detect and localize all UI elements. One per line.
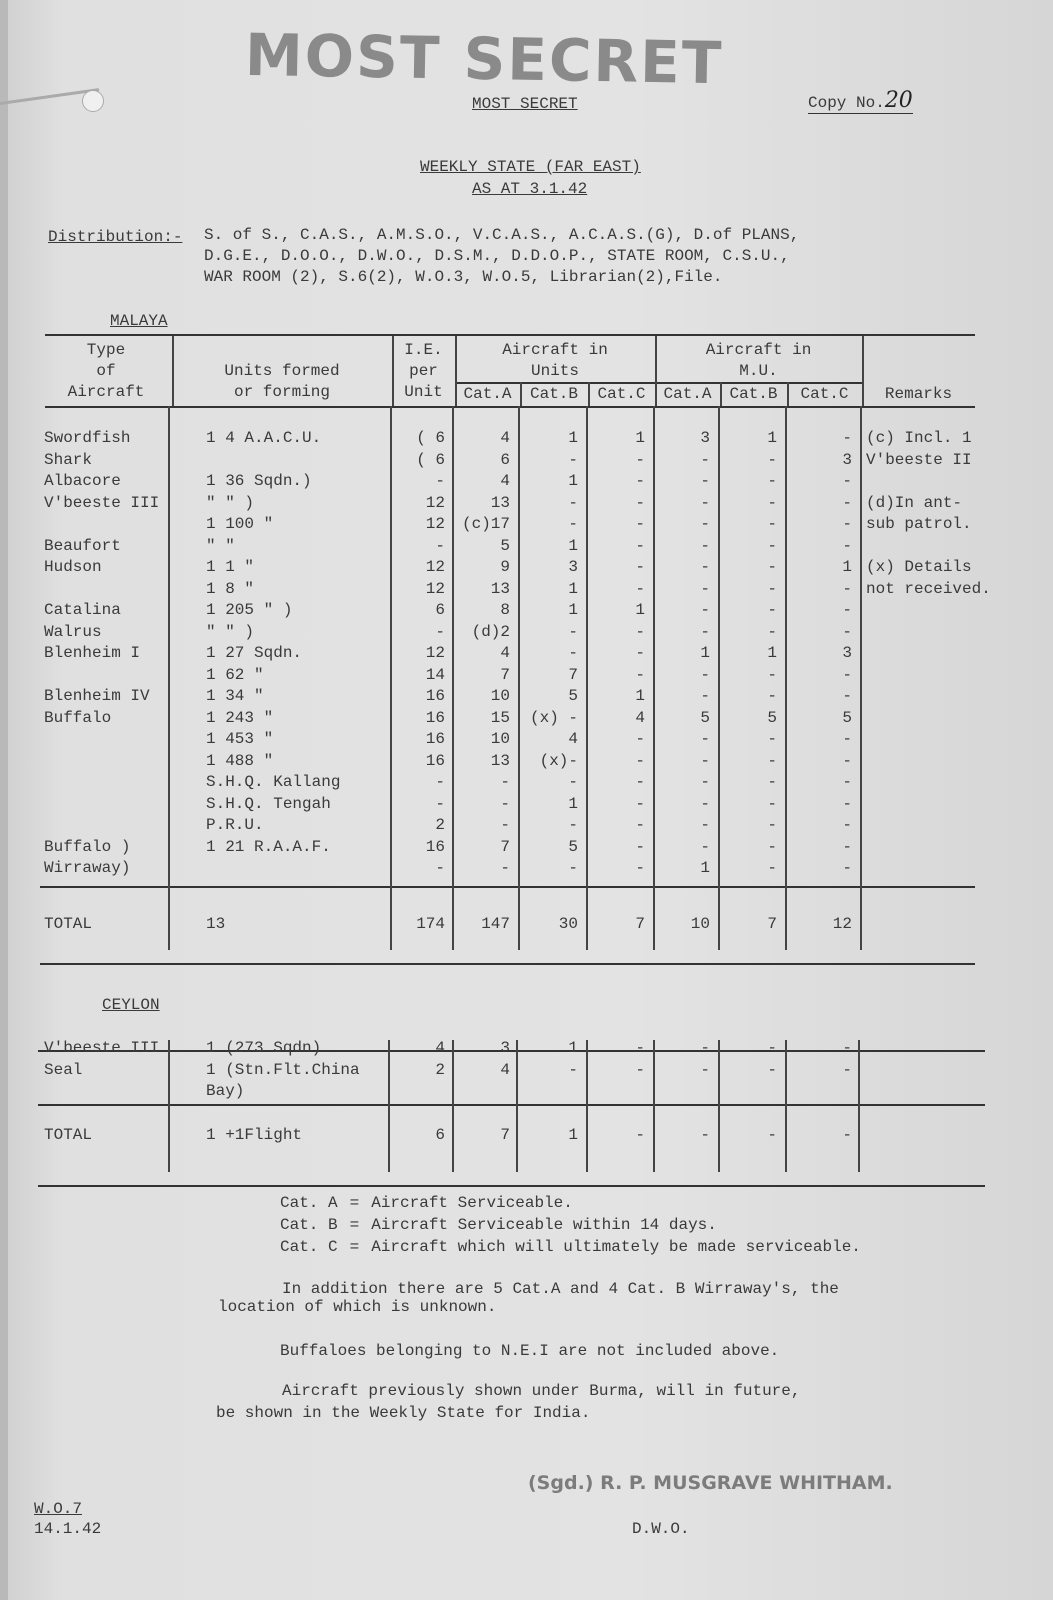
table-rule <box>38 1185 985 1187</box>
malaya-row-unit: 1 243 " <box>206 708 274 727</box>
malaya-row-value: - <box>435 536 445 555</box>
ceylon-total-value: - <box>842 1126 852 1144</box>
malaya-row-value: 8 <box>500 601 510 619</box>
malaya-row-type: Blenheim I <box>44 644 141 662</box>
ceylon-total-value: - <box>767 1126 777 1144</box>
malaya-row-value: - <box>635 665 645 684</box>
note-wirraway-cont: location of which is unknown. <box>218 1298 497 1316</box>
ceylon-total-unit: 1 +1Flight <box>206 1126 303 1144</box>
malaya-row-value: 4 <box>500 472 510 490</box>
malaya-row-value: 15 <box>490 708 510 727</box>
malaya-row-value: 4 <box>500 429 510 447</box>
ceylon-row-value: 3 <box>500 1039 510 1057</box>
malaya-row-value: - <box>635 751 645 770</box>
reference: W.O.7 <box>34 1500 83 1518</box>
table-column-rule <box>388 1040 390 1172</box>
table-rule <box>40 886 975 888</box>
malaya-row-value: - <box>500 816 510 834</box>
malaya-row-unit: S.H.Q. Tengah <box>206 794 331 813</box>
malaya-row-value: - <box>435 472 445 490</box>
distribution-list <box>204 225 799 288</box>
malaya-row-value: - <box>700 837 710 856</box>
copy-label: Copy No. <box>808 94 885 112</box>
malaya-row-value: 7 <box>568 665 578 684</box>
column-header-cat-a: Cat.A <box>663 385 712 403</box>
column-header-cat-c: Cat.C <box>597 385 646 403</box>
ceylon-row-type: V'beeste III <box>44 1039 160 1057</box>
malaya-row-value: 1 <box>635 687 645 705</box>
ceylon-row-value: 4 <box>435 1039 445 1057</box>
malaya-row-value: - <box>435 794 445 813</box>
column-header-type: Type <box>86 341 126 359</box>
note-wirraway: In addition there are 5 Cat.A and 4 Cat. B Wirraway's, the <box>282 1280 839 1298</box>
table-column-rule <box>168 1040 170 1172</box>
remark-note: (x) Details <box>866 558 972 576</box>
malaya-row-value: - <box>700 816 710 834</box>
distribution-line: S. of S., C.A.S., A.M.S.O., V.C.A.S., A.C.A.S.(G), D.of PLANS, <box>204 226 800 244</box>
remark-note: sub patrol. <box>866 515 972 533</box>
malaya-row-value: 1 <box>700 644 710 662</box>
malaya-total-value: 12 <box>832 915 852 933</box>
malaya-row-value: - <box>700 472 710 490</box>
distribution-line: D.G.E., D.O.O., D.W.O., D.S.M., D.D.O.P., STATE ROOM, C.S.U., <box>204 247 790 265</box>
column-header-aircraft-in-units: Units <box>530 362 579 380</box>
most-secret-stamp: MOST SECRET <box>244 20 724 98</box>
malaya-row-value: - <box>700 493 710 512</box>
table-column-rule <box>390 406 392 950</box>
malaya-row-value: - <box>767 816 777 834</box>
malaya-row-value: - <box>767 665 777 684</box>
malaya-row-unit: " " ) <box>206 622 255 641</box>
signature: (Sgd.) R. P. MUSGRAVE WHITHAM. <box>528 1472 893 1494</box>
legend-eq: = <box>349 1194 360 1212</box>
malaya-row-value: - <box>435 773 445 791</box>
malaya-total-type: TOTAL <box>44 915 93 933</box>
malaya-row-value: - <box>842 536 852 555</box>
malaya-row-value: 5 <box>842 708 852 727</box>
malaya-row-value: - <box>700 536 710 555</box>
malaya-row-unit: P.R.U. <box>206 816 264 834</box>
malaya-row-value: 1 <box>767 429 777 447</box>
malaya-row-value: - <box>767 859 777 877</box>
column-header-ie: I.E. <box>404 341 443 359</box>
malaya-row-type: V'beeste III <box>44 493 160 512</box>
column-header-units: or forming <box>233 383 330 401</box>
malaya-row-value: 13 <box>490 579 510 598</box>
malaya-row-type: Catalina <box>44 601 121 619</box>
malaya-row-value: - <box>435 622 445 641</box>
malaya-row-value: 16 <box>425 687 445 705</box>
table-column-rule <box>518 406 520 950</box>
signatory-position: D.W.O. <box>632 1520 690 1538</box>
malaya-row-value: - <box>842 665 852 684</box>
copy-number <box>808 88 913 114</box>
malaya-row-value: 12 <box>425 515 445 533</box>
ceylon-row-value: - <box>767 1060 777 1079</box>
legend-key: Cat. B <box>280 1216 338 1234</box>
malaya-row-value: - <box>635 579 645 598</box>
malaya-row-type: Beaufort <box>44 536 121 555</box>
malaya-row-value: - <box>435 859 445 877</box>
malaya-row-value: (x) - <box>529 708 578 727</box>
malaya-row-value: - <box>767 493 777 512</box>
malaya-row-value: - <box>700 687 710 705</box>
malaya-row-value: 10 <box>490 730 510 748</box>
malaya-row-type: Wirraway) <box>44 859 131 877</box>
section-heading-ceylon: CEYLON <box>102 996 160 1014</box>
malaya-row-value: - <box>635 730 645 748</box>
ceylon-row-value: 4 <box>500 1060 510 1079</box>
table-column-rule <box>718 406 720 950</box>
malaya-row-value: ( 6 <box>416 429 445 447</box>
malaya-row-value: 1 <box>568 472 578 490</box>
table-rule <box>45 334 975 336</box>
malaya-row-value: 1 <box>767 644 777 662</box>
malaya-row-type: Buffalo <box>44 708 112 727</box>
malaya-row-value: 12 <box>425 493 445 512</box>
column-header-aircraft-in-units: Aircraft in <box>502 341 608 359</box>
legend-eq: = <box>349 1238 360 1256</box>
malaya-row-value: 4 <box>568 730 578 748</box>
malaya-row-value: - <box>842 816 852 834</box>
ceylon-total-value: 6 <box>435 1126 445 1144</box>
malaya-row-value: 1 <box>568 536 578 555</box>
malaya-row-value: - <box>767 622 777 641</box>
malaya-row-value: - <box>635 816 645 834</box>
malaya-row-value: - <box>635 859 645 877</box>
malaya-row-value: 12 <box>425 579 445 598</box>
document-date: AS AT 3.1.42 <box>472 180 588 198</box>
malaya-row-type: Walrus <box>44 622 102 641</box>
ceylon-row-value: - <box>767 1039 777 1057</box>
note-burma: Aircraft previously shown under Burma, will in future, <box>282 1382 801 1400</box>
malaya-row-unit: 1 453 " <box>206 730 274 748</box>
distribution-label: Distribution:- <box>48 228 183 246</box>
malaya-row-value: 12 <box>425 644 445 662</box>
malaya-row-value: - <box>635 536 645 555</box>
malaya-row-value: - <box>842 429 852 447</box>
malaya-row-unit: " " ) <box>206 493 255 512</box>
legend-text: Aircraft Serviceable within 14 days. <box>371 1216 717 1234</box>
column-header-type: Aircraft <box>67 383 145 401</box>
malaya-row-value: 1 <box>568 601 578 619</box>
table-column-rule <box>168 406 170 950</box>
copy-number-value: 20 <box>884 88 913 113</box>
malaya-row-value: (c)17 <box>461 515 510 533</box>
malaya-row-value: 13 <box>490 493 510 512</box>
note-buffaloes: Buffaloes belonging to N.E.I are not included above. <box>280 1342 780 1360</box>
remark-note: not received. <box>866 579 991 598</box>
malaya-row-value: - <box>842 859 852 877</box>
malaya-row-unit: 1 205 " ) <box>206 601 293 619</box>
column-header-ie: Unit <box>404 383 443 401</box>
malaya-row-unit: 1 1 " <box>206 558 255 576</box>
malaya-row-value: - <box>568 515 578 533</box>
malaya-row-type: Swordfish <box>44 429 131 447</box>
column-header-cat-b: Cat.B <box>529 385 578 403</box>
malaya-row-value: 1 <box>635 429 645 447</box>
malaya-row-value: 6 <box>500 450 510 469</box>
malaya-row-value: - <box>767 794 777 813</box>
malaya-row-value: 1 <box>700 859 710 877</box>
malaya-row-value: - <box>700 515 710 533</box>
malaya-row-value: - <box>635 794 645 813</box>
malaya-row-value: 5 <box>568 837 578 856</box>
ceylon-row-value: - <box>700 1060 710 1079</box>
malaya-row-value: - <box>500 773 510 791</box>
ceylon-row-value: - <box>842 1039 852 1057</box>
malaya-row-value: - <box>767 773 777 791</box>
malaya-row-value: - <box>767 558 777 576</box>
malaya-row-value: - <box>635 515 645 533</box>
legend-text: Aircraft Serviceable. <box>371 1194 573 1212</box>
document-title: WEEKLY STATE (FAR EAST) <box>420 158 641 176</box>
malaya-row-unit: 1 34 " <box>206 687 264 705</box>
legend-item <box>280 1236 873 1258</box>
malaya-total-value: 7 <box>767 915 777 933</box>
malaya-row-value: 6 <box>435 601 445 619</box>
malaya-row-value: - <box>635 644 645 662</box>
malaya-row-value: - <box>568 493 578 512</box>
malaya-row-value: - <box>500 859 510 877</box>
malaya-row-type: Blenheim IV <box>44 687 150 705</box>
malaya-total-value: 30 <box>558 915 578 933</box>
malaya-row-value: - <box>767 687 777 705</box>
column-header-units: Units formed <box>224 362 340 380</box>
malaya-row-value: 1 <box>568 794 578 813</box>
malaya-row-value: 3 <box>842 450 852 469</box>
column-header-aircraft-in-mu: M.U. <box>739 362 778 380</box>
remark-note: V'beeste II <box>866 450 972 469</box>
malaya-row-value: - <box>700 579 710 598</box>
malaya-row-value: - <box>635 450 645 469</box>
malaya-row-type: Hudson <box>44 558 102 576</box>
malaya-row-value: - <box>700 794 710 813</box>
malaya-row-value: - <box>568 622 578 641</box>
malaya-row-value: - <box>700 751 710 770</box>
table-column-rule <box>586 406 588 950</box>
malaya-row-unit: 1 8 " <box>206 579 255 598</box>
malaya-row-unit: 1 4 A.A.C.U. <box>206 429 322 447</box>
malaya-row-value: 16 <box>425 751 445 770</box>
legend-text: Aircraft which will ultimately be made serviceable. <box>371 1238 861 1256</box>
malaya-row-unit: S.H.Q. Kallang <box>206 773 341 791</box>
malaya-row-value: - <box>767 472 777 490</box>
malaya-row-value: 3 <box>700 429 710 447</box>
table-rule <box>38 1104 985 1106</box>
malaya-row-value: - <box>635 558 645 576</box>
malaya-row-value: 10 <box>490 687 510 705</box>
malaya-row-unit: 1 36 Sqdn.) <box>206 472 312 490</box>
malaya-row-value: - <box>767 751 777 770</box>
column-header-cat-c: Cat.C <box>800 385 849 403</box>
malaya-row-value: - <box>700 665 710 684</box>
malaya-row-value: - <box>767 515 777 533</box>
ceylon-total-type: TOTAL <box>44 1126 93 1144</box>
malaya-total-value: 147 <box>481 915 510 933</box>
malaya-row-value: 1 <box>568 579 578 598</box>
ceylon-total-value: 7 <box>500 1126 510 1144</box>
malaya-row-value: - <box>635 622 645 641</box>
ceylon-row-value: - <box>635 1039 645 1057</box>
column-header-remarks: Remarks <box>884 385 953 403</box>
malaya-row-unit: 1 27 Sqdn. <box>206 644 303 662</box>
malaya-row-type: Shark <box>44 450 93 469</box>
section-heading-malaya: MALAYA <box>110 312 168 330</box>
malaya-row-value: - <box>635 493 645 512</box>
ceylon-row-value: - <box>635 1060 645 1079</box>
legend-key: Cat. A <box>280 1194 338 1212</box>
malaya-row-value: - <box>842 751 852 770</box>
malaya-row-value: 3 <box>568 558 578 576</box>
legend-item <box>280 1192 873 1214</box>
malaya-row-value: - <box>842 472 852 490</box>
malaya-row-value: - <box>700 558 710 576</box>
ceylon-row-unit: 1 (273 Sqdn) <box>206 1039 322 1057</box>
punch-hole <box>82 90 104 112</box>
ceylon-row-value: 2 <box>435 1060 445 1079</box>
malaya-row-value: 1 <box>842 558 852 576</box>
malaya-row-value: - <box>767 730 777 748</box>
malaya-row-value: 16 <box>425 730 445 748</box>
malaya-row-value: - <box>842 601 852 619</box>
malaya-row-value: 5 <box>767 708 777 727</box>
table-rule <box>45 406 975 408</box>
ceylon-total-value: - <box>635 1126 645 1144</box>
legend-eq: = <box>349 1216 360 1234</box>
column-header-cat-a: Cat.A <box>463 385 512 403</box>
column-header-cat-b: Cat.B <box>729 385 778 403</box>
malaya-row-value: 1 <box>635 601 645 619</box>
table-column-rule <box>858 1040 860 1172</box>
malaya-row-value: - <box>842 579 852 598</box>
distribution-line: WAR ROOM (2), S.6(2), W.O.3, W.O.5, Librarian(2),File. <box>204 268 723 286</box>
malaya-row-value: 7 <box>500 665 510 684</box>
remark-note: (c) Incl. 1 <box>866 429 972 447</box>
malaya-row-value: 16 <box>425 708 445 727</box>
malaya-row-unit: 1 488 " <box>206 751 274 770</box>
malaya-total-value: 174 <box>416 915 445 933</box>
malaya-total-unit: 13 <box>206 915 226 933</box>
malaya-row-value: 7 <box>500 837 510 856</box>
ceylon-row-unit: 1 (Stn.Flt.China <box>206 1060 360 1079</box>
malaya-row-value: 1 <box>568 429 578 447</box>
ceylon-row-value: 1 <box>568 1039 578 1057</box>
legend-item <box>280 1214 873 1236</box>
malaya-row-value: - <box>700 773 710 791</box>
malaya-row-value: - <box>700 730 710 748</box>
column-header-ie: per <box>409 362 438 380</box>
malaya-row-value: - <box>767 536 777 555</box>
malaya-row-value: 12 <box>425 558 445 576</box>
malaya-row-value: - <box>700 601 710 619</box>
ceylon-total-value: 1 <box>568 1126 578 1144</box>
ceylon-row-unit: Bay) <box>206 1082 245 1100</box>
note-burma-cont: be shown in the Weekly State for India. <box>216 1404 591 1422</box>
malaya-row-type: Albacore <box>44 472 121 490</box>
malaya-row-value: - <box>767 579 777 598</box>
malaya-row-value: - <box>568 773 578 791</box>
page-edge <box>0 0 8 1600</box>
ceylon-row-value: - <box>568 1060 578 1079</box>
malaya-row-value: - <box>842 794 852 813</box>
malaya-row-value: - <box>700 622 710 641</box>
malaya-row-value: - <box>568 859 578 877</box>
malaya-row-value: - <box>842 687 852 705</box>
malaya-row-value: (d)2 <box>471 622 510 641</box>
malaya-row-value: 13 <box>490 751 510 770</box>
category-legend <box>280 1192 873 1258</box>
malaya-row-value: 2 <box>435 816 445 834</box>
malaya-row-value: - <box>700 450 710 469</box>
table-column-rule <box>452 406 454 950</box>
malaya-row-value: - <box>500 794 510 813</box>
malaya-row-unit: 1 62 " <box>206 665 264 684</box>
malaya-row-value: 3 <box>842 644 852 662</box>
table-rule <box>40 963 975 965</box>
malaya-row-type: Buffalo ) <box>44 837 131 856</box>
malaya-row-value: 5 <box>500 536 510 555</box>
ceylon-row-type: Seal <box>44 1060 83 1079</box>
legend-key: Cat. C <box>280 1238 338 1256</box>
malaya-row-value: - <box>568 816 578 834</box>
ceylon-row-value: - <box>842 1060 852 1079</box>
malaya-row-value: - <box>568 450 578 469</box>
table-column-rule <box>653 406 655 950</box>
malaya-row-value: ( 6 <box>416 450 445 469</box>
malaya-row-value: 4 <box>500 644 510 662</box>
ceylon-row-value: - <box>700 1039 710 1057</box>
malaya-row-value: - <box>568 644 578 662</box>
remark-note: (d)In ant- <box>866 493 963 512</box>
table-column-rule <box>785 406 787 950</box>
column-header-aircraft-in-mu: Aircraft in <box>705 341 812 359</box>
malaya-row-value: - <box>635 837 645 856</box>
malaya-total-value: 7 <box>635 915 645 933</box>
malaya-row-value: - <box>635 472 645 490</box>
column-header-type: of <box>96 362 116 380</box>
malaya-row-value: 5 <box>700 708 710 727</box>
malaya-row-value: 5 <box>568 687 578 705</box>
ceylon-total-value: - <box>700 1126 710 1144</box>
malaya-row-value: 14 <box>425 665 445 684</box>
malaya-row-value: - <box>842 730 852 748</box>
malaya-row-unit: 1 100 " <box>206 515 274 533</box>
malaya-row-value: - <box>767 837 777 856</box>
malaya-row-value: - <box>842 837 852 856</box>
malaya-total-value: 10 <box>690 915 710 933</box>
malaya-row-value: - <box>842 773 852 791</box>
malaya-row-value: - <box>635 773 645 791</box>
malaya-row-value: 9 <box>500 558 510 576</box>
malaya-row-value: - <box>842 515 852 533</box>
malaya-row-value: 16 <box>425 837 445 856</box>
malaya-row-value: - <box>842 493 852 512</box>
reference-date: 14.1.42 <box>34 1520 102 1538</box>
table-column-rule <box>452 1040 454 1172</box>
table-column-rule <box>516 1040 518 1172</box>
malaya-row-value: - <box>767 450 777 469</box>
malaya-row-unit: 1 21 R.A.A.F. <box>206 837 331 856</box>
malaya-row-value: - <box>842 622 852 641</box>
malaya-row-unit: " " <box>206 536 235 555</box>
malaya-row-value: - <box>767 601 777 619</box>
classification-label: MOST SECRET <box>472 95 578 113</box>
table-column-rule <box>860 406 862 950</box>
malaya-row-value: (x)- <box>539 751 578 770</box>
malaya-row-value: 4 <box>635 708 645 727</box>
